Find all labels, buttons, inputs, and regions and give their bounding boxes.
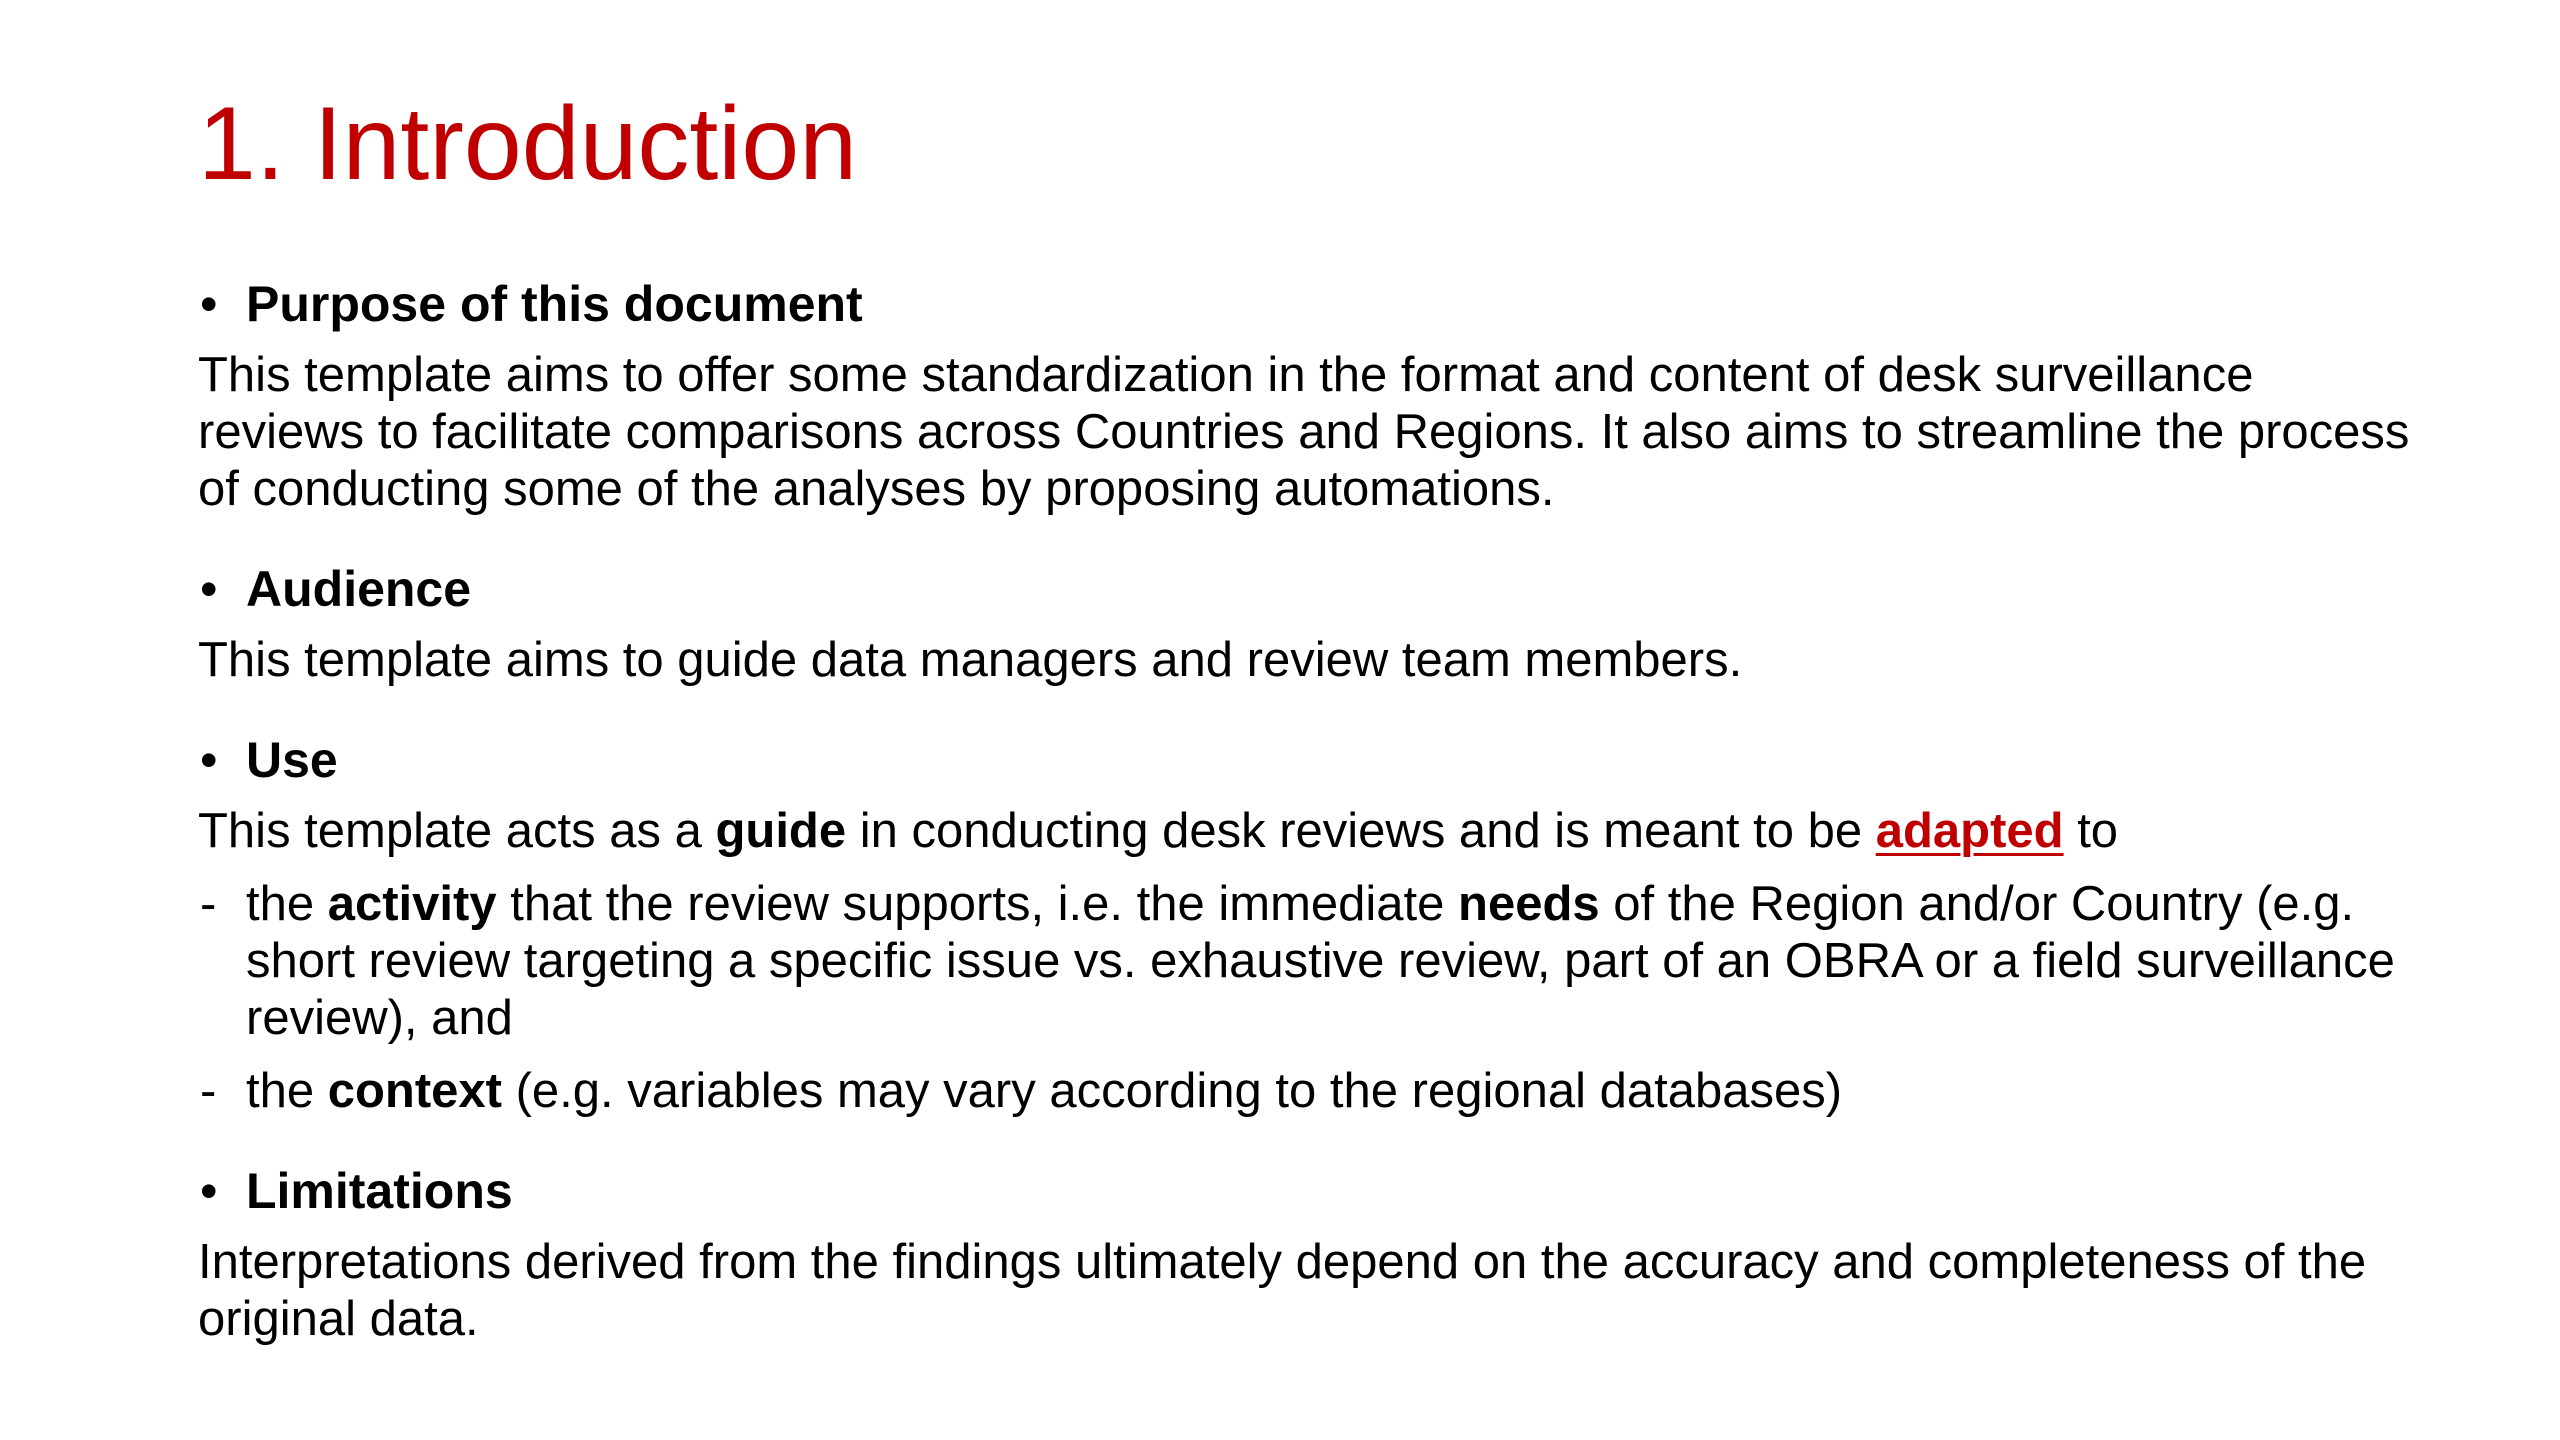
list-item-text: the — [246, 1064, 328, 1118]
use-intro — [198, 803, 2428, 860]
limitations-body: Interpretations derived from the findings ultimately depend on the accuracy and completeness of the original data. — [198, 1235, 2367, 1346]
list-item-text: that the review supports, i.e. the immediate — [496, 877, 1459, 931]
list-item-text: the — [246, 877, 328, 931]
slide-title: 1. Introduction — [198, 86, 858, 202]
slide-content — [198, 275, 2428, 1348]
audience-heading: Audience — [246, 561, 472, 617]
adapted-link[interactable]: adapted — [1875, 804, 2064, 858]
use-list-item — [198, 876, 2428, 1047]
list-item-text: of the Region and/or Country (e.g. short review targeting a specific issue vs. exhaustive review, part of an OBRA or a field surveillance review), and — [246, 877, 2395, 1045]
section-audience — [198, 560, 2428, 689]
purpose-heading: Purpose of this document — [246, 276, 863, 332]
activity-emphasis: activity — [327, 877, 497, 931]
use-guide-emphasis: guide — [715, 804, 847, 858]
use-intro-text: to — [2063, 804, 2119, 858]
bullet-icon: • — [200, 276, 218, 332]
list-item-text: (e.g. variables may vary according to the regional databases) — [502, 1064, 1843, 1118]
section-heading — [198, 731, 2428, 789]
use-intro-text: This template acts as a — [198, 804, 716, 858]
use-heading: Use — [246, 732, 338, 788]
purpose-body: This template aims to offer some standardization in the format and content of desk surveillance reviews to facilitate comparisons across Countries and Regions. It also aims to streamline the process of conducting some of the analyses by proposing automations. — [198, 348, 2410, 516]
bullet-icon: • — [200, 732, 218, 788]
audience-body: This template aims to guide data managers and review team members. — [198, 633, 1743, 687]
section-heading — [198, 560, 2428, 618]
context-emphasis: context — [327, 1064, 502, 1118]
section-limitations — [198, 1162, 2428, 1348]
bullet-icon: • — [200, 1163, 218, 1219]
use-intro-text: in conducting desk reviews and is meant to be — [846, 804, 1876, 858]
section-heading — [198, 275, 2428, 333]
needs-emphasis: needs — [1458, 877, 1600, 931]
section-heading — [198, 1162, 2428, 1220]
section-purpose — [198, 275, 2428, 518]
dash-icon: - — [200, 1064, 217, 1118]
bullet-icon: • — [200, 561, 218, 617]
section-use — [198, 731, 2428, 1120]
use-list-item — [198, 1063, 2428, 1120]
dash-icon: - — [200, 877, 217, 931]
limitations-heading: Limitations — [246, 1163, 513, 1219]
